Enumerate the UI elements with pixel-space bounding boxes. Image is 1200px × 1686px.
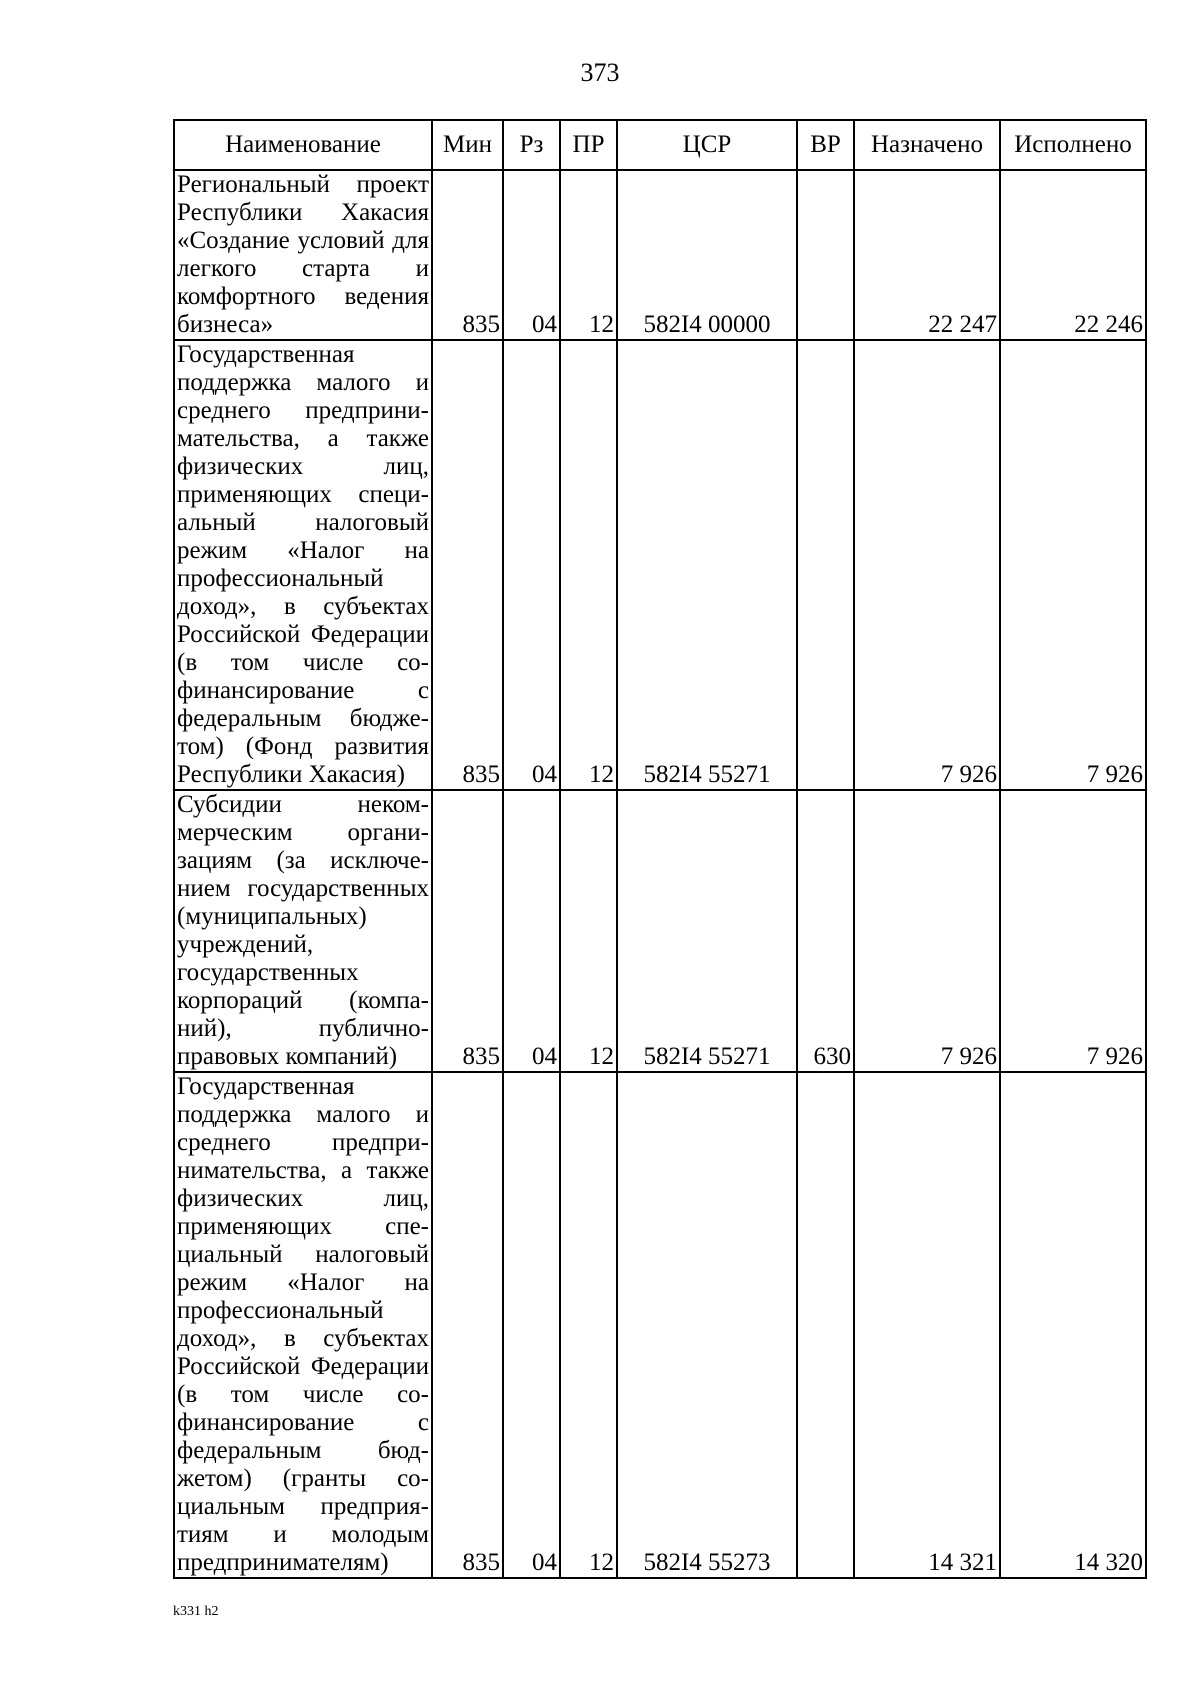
row-pr: 12: [560, 790, 617, 1072]
row-csr: 582I4 55273: [617, 1072, 797, 1578]
row-executed: 22 246: [1000, 170, 1146, 340]
row-min: 835: [432, 1072, 503, 1578]
row-min: 835: [432, 790, 503, 1072]
header-pr: ПР: [560, 120, 617, 170]
header-name: Наименование: [174, 120, 432, 170]
row-pr: 12: [560, 340, 617, 790]
row-vr: 630: [797, 790, 854, 1072]
header-rz: Рз: [503, 120, 560, 170]
budget-table: [173, 119, 1147, 1579]
row-assigned: 14 321: [854, 1072, 1000, 1578]
row-vr: [797, 340, 854, 790]
row-pr: 12: [560, 170, 617, 340]
row-executed: 7 926: [1000, 790, 1146, 1072]
header-executed: Исполнено: [1000, 120, 1146, 170]
row-name: Государственная поддержка малого и среднего предпринимательства, а также физических лиц, применяющих специальный налоговый режим «Налог на профессиональный доход», в субъектах Российской Федерации (в том числе софинансирование с федеральным бюджетом) (Фонд развития Республики Хакасия): [174, 340, 432, 790]
row-name: Субсидии некоммерческим организациям (за исключением государственных (муниципальных) учреждений, государственных корпораций (компаний), публично-правовых компаний): [174, 790, 432, 1072]
table-row: [174, 1072, 1146, 1578]
table-row: [174, 790, 1146, 1072]
row-assigned: 7 926: [854, 790, 1000, 1072]
row-min: 835: [432, 340, 503, 790]
row-name: Региональный проект Республики Хакасия «Создание условий для легкого старта и комфортного ведения бизнеса»: [174, 170, 432, 340]
header-assigned: Назначено: [854, 120, 1000, 170]
table-row: [174, 340, 1146, 790]
row-assigned: 22 247: [854, 170, 1000, 340]
row-rz: 04: [503, 790, 560, 1072]
header-min: Мин: [432, 120, 503, 170]
row-assigned: 7 926: [854, 340, 1000, 790]
row-executed: 14 320: [1000, 1072, 1146, 1578]
header-csr: ЦСР: [617, 120, 797, 170]
row-csr: 582I4 55271: [617, 790, 797, 1072]
row-rz: 04: [503, 170, 560, 340]
row-rz: 04: [503, 1072, 560, 1578]
footer-code: k331 h2: [173, 1604, 219, 1619]
row-csr: 582I4 00000: [617, 170, 797, 340]
row-min: 835: [432, 170, 503, 340]
row-vr: [797, 170, 854, 340]
row-csr: 582I4 55271: [617, 340, 797, 790]
row-executed: 7 926: [1000, 340, 1146, 790]
row-rz: 04: [503, 340, 560, 790]
header-vr: ВР: [797, 120, 854, 170]
table-header-row: [174, 120, 1146, 170]
row-name: Государственная поддержка малого и среднего предпринимательства, а также физических лиц, применяющих специальный налоговый режим «Налог на профессиональный доход», в субъектах Российской Федерации (в том числе софинансирование с федеральным бюджетом) (гранты социальным предприятиям и молодым предпринимателям): [174, 1072, 432, 1578]
table-row: [174, 170, 1146, 340]
row-pr: 12: [560, 1072, 617, 1578]
page-number: 373: [580, 58, 620, 87]
row-vr: [797, 1072, 854, 1578]
